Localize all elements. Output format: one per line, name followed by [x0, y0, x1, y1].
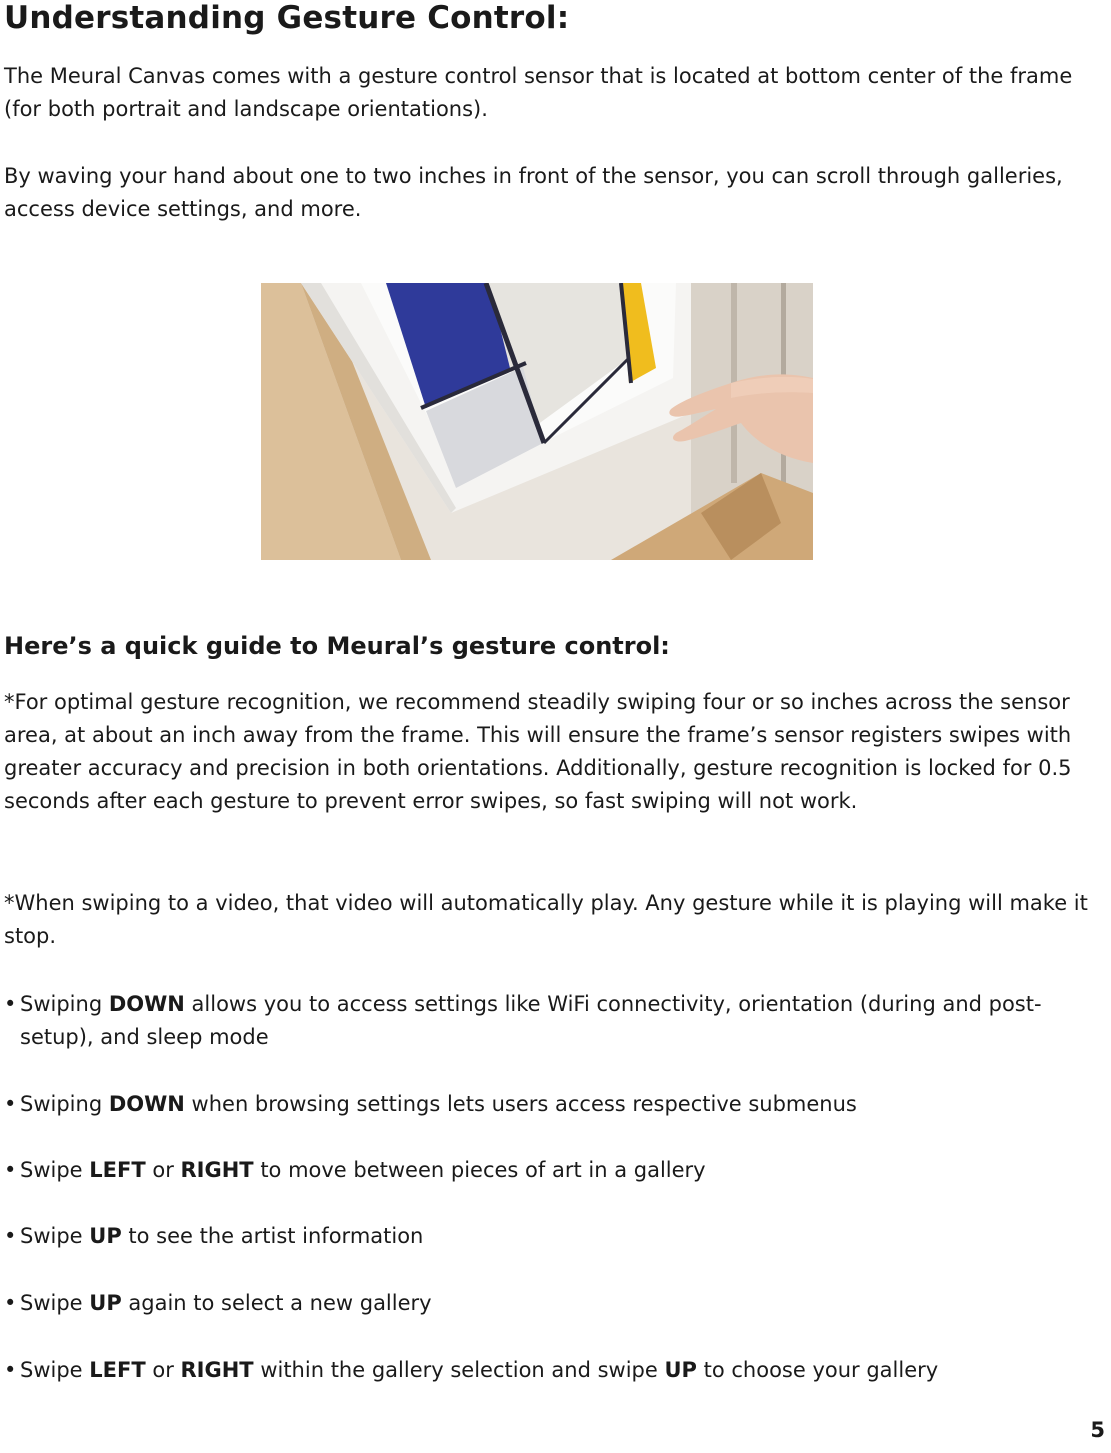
intro-paragraph-1: The Meural Canvas comes with a gesture control sensor that is located at bottom center of the frame (for both portrait and landscape orientations). — [4, 64, 1073, 121]
gesture-direction: RIGHT — [180, 1158, 254, 1182]
bullet-marker: • — [4, 1358, 17, 1382]
bullet-text: or — [145, 1358, 181, 1382]
bullet-text: when browsing settings lets users access respective submenus — [184, 1092, 857, 1116]
bullet-text: again to select a new gallery — [121, 1291, 432, 1315]
bullet-text: Swipe — [20, 1291, 90, 1315]
intro-paragraph-2: By waving your hand about one to two inches in front of the sensor, you can scroll through galleries, access device settings, and more. — [4, 164, 1063, 221]
bullet-marker: • — [4, 1092, 17, 1116]
gesture-direction: RIGHT — [180, 1358, 254, 1382]
gesture-direction: LEFT — [89, 1158, 146, 1182]
bullet-text: Swipe — [20, 1158, 90, 1182]
gesture-demo-photo — [261, 283, 813, 560]
guide-note-1: *For optimal gesture recognition, we recommend steadily swiping four or so inches across the sensor area, at about an inch away from the frame. This will ensure the frame’s sensor registers swipes with greater accuracy and precision in both orientations. Additionally, gesture recognition is locked for 0.5 seconds after each gesture to prevent error swipes, so fast swiping will not work. — [4, 690, 1072, 813]
bullet-text: to move between pieces of art in a gallery — [253, 1158, 706, 1182]
page-number: 5 — [1090, 1418, 1105, 1442]
bullet-text: allows you to access settings like WiFi connectivity, orientation (during and post-setup), and sleep mode — [20, 992, 1042, 1049]
bullet-text: within the gallery selection and swipe — [253, 1358, 665, 1382]
bullet-marker: • — [4, 992, 17, 1016]
gesture-direction: UP — [664, 1358, 697, 1382]
bullet-text: or — [145, 1158, 181, 1182]
guide-note-2: *When swiping to a video, that video will automatically play. Any gesture while it is playing will make it stop. — [4, 891, 1088, 948]
bullet-marker: • — [4, 1158, 17, 1182]
bullet-text: Swipe — [20, 1358, 90, 1382]
gesture-direction: LEFT — [89, 1358, 146, 1382]
bullet-text: to choose your gallery — [696, 1358, 939, 1382]
bullet-marker: • — [4, 1224, 17, 1248]
bullet-item — [4, 1220, 1108, 1253]
bullet-text: Swipe — [20, 1224, 90, 1248]
gesture-direction: DOWN — [108, 992, 185, 1016]
guide-heading: Here’s a quick guide to Meural’s gesture control: — [4, 632, 670, 660]
gesture-direction: DOWN — [108, 1092, 185, 1116]
bullet-item — [4, 1287, 1108, 1320]
bullet-text: Swiping — [20, 1092, 109, 1116]
bullet-marker: • — [4, 1291, 17, 1315]
bullet-item — [4, 1088, 1108, 1121]
bullet-item — [4, 988, 1108, 1054]
bullet-text: Swiping — [20, 992, 109, 1016]
gesture-direction: UP — [89, 1291, 122, 1315]
bullet-item — [4, 1354, 1108, 1387]
gesture-direction: UP — [89, 1224, 122, 1248]
bullet-item — [4, 1154, 1108, 1187]
bullet-text: to see the artist information — [121, 1224, 424, 1248]
page-title: Understanding Gesture Control: — [4, 0, 570, 36]
